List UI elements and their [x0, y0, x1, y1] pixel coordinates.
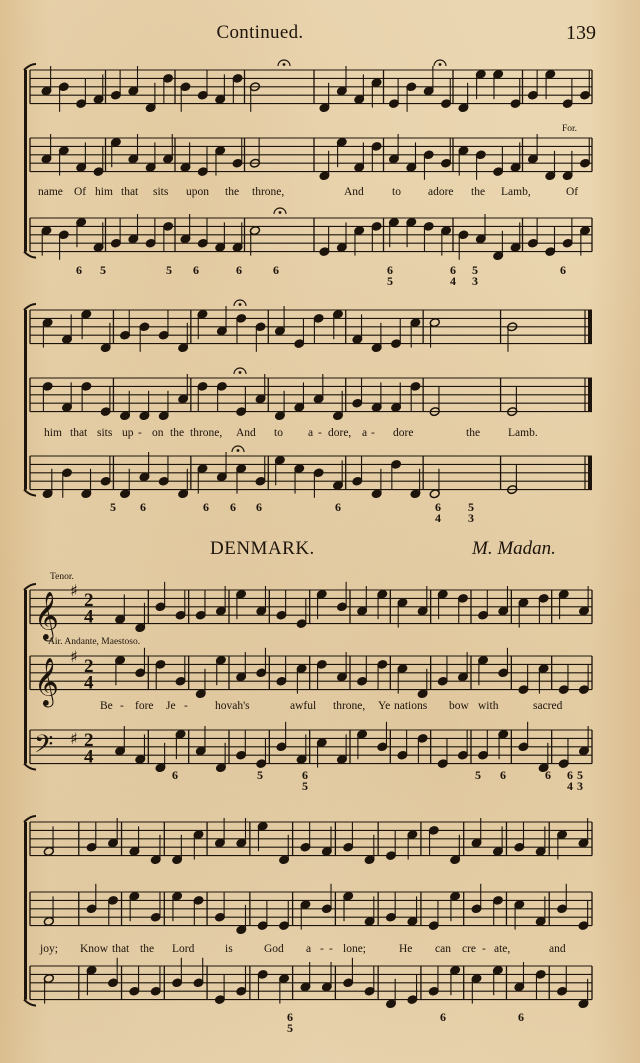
- lyric-s4-5: is: [225, 943, 233, 955]
- lyric-s2-0: him: [44, 427, 62, 439]
- bracket-hook-top: [24, 64, 36, 70]
- figure-s1-8: 6: [450, 263, 456, 277]
- lyric-s4-6: God: [264, 943, 284, 955]
- lyric-s1-5: upon: [186, 186, 209, 198]
- figure-s2-1: 6: [140, 500, 146, 514]
- lyric-s4-11: He: [399, 943, 413, 955]
- lyric-s1-9: to: [392, 186, 401, 198]
- figure-s2-9: 3: [468, 511, 474, 525]
- lyric-s3-3: Je: [166, 700, 176, 712]
- figure-s3-9: 4: [567, 779, 573, 793]
- tune-title: DENMARK.: [210, 538, 315, 559]
- treble-clef: 𝄞: [34, 590, 59, 640]
- fermata-dot: [283, 63, 286, 66]
- lyric-s3-11: with: [478, 700, 499, 712]
- lyric-s4-15: ate,: [494, 943, 511, 955]
- lyric-s1-8: And: [344, 186, 364, 198]
- lyric-s2-8: And: [236, 427, 256, 439]
- figure-s1-5: 6: [273, 263, 279, 277]
- figure-s2-5: 6: [335, 500, 341, 514]
- final-barline-thick: [588, 456, 592, 490]
- key-signature-sharp: ♯: [70, 647, 78, 666]
- time-signature-upper: 2: [84, 655, 94, 677]
- lyric-s2-5: on: [152, 427, 164, 439]
- lyric-s3-10: bow: [449, 700, 469, 712]
- figure-s1-2: 5: [166, 263, 172, 277]
- running-title: Continued.: [216, 22, 304, 43]
- lyric-s2-6: the: [170, 427, 185, 439]
- figure-s3-5: 6: [500, 768, 506, 782]
- fermata-dot: [239, 303, 242, 306]
- figure-s2-0: 5: [110, 500, 116, 514]
- figure-s3-7: 6: [567, 768, 573, 782]
- lyric-s4-12: can: [435, 943, 451, 955]
- lyric-s4-8: -: [320, 943, 324, 955]
- figure-s4-1: 5: [287, 1021, 293, 1035]
- lyric-s2-12: dore,: [328, 427, 352, 439]
- figure-s2-2: 6: [203, 500, 209, 514]
- figure-s4-3: 6: [518, 1010, 524, 1024]
- lyric-s3-6: awful: [290, 700, 317, 712]
- figure-s4-2: 6: [440, 1010, 446, 1024]
- label-for: For.: [562, 124, 578, 134]
- lyric-s2-3: up: [122, 427, 134, 439]
- lyric-s2-11: -: [318, 427, 322, 439]
- lyric-s1-0: name: [38, 186, 63, 198]
- figure-s1-6: 6: [387, 263, 393, 277]
- system-bracket: [24, 822, 27, 1000]
- lyric-s2-13: a: [362, 427, 368, 439]
- lyric-s4-3: the: [140, 943, 155, 955]
- key-signature-sharp: ♯: [70, 581, 78, 600]
- lyric-s2-9: to: [274, 427, 283, 439]
- lyric-s2-16: the: [466, 427, 481, 439]
- fermata-dot: [239, 371, 242, 374]
- lyric-s2-7: throne,: [190, 427, 223, 439]
- lyric-s1-13: Of: [566, 186, 579, 198]
- lyric-s4-13: cre: [462, 943, 477, 955]
- key-signature-sharp: ♯: [70, 729, 78, 748]
- lyric-s3-9: nations: [394, 700, 428, 712]
- lyric-s4-14: -: [482, 943, 486, 955]
- figure-s1-0: 6: [76, 263, 82, 277]
- time-signature-upper: 2: [84, 589, 94, 611]
- figure-s1-9: 4: [450, 274, 456, 288]
- bracket-hook-bottom: [24, 252, 36, 258]
- lyric-s4-2: that: [112, 943, 130, 955]
- figure-s2-8: 5: [468, 500, 474, 514]
- time-signature-lower: 4: [84, 746, 94, 768]
- treble-clef: 𝄞: [34, 656, 59, 706]
- lyric-s3-12: sacred: [533, 700, 563, 712]
- system-bracket: [24, 590, 27, 764]
- lyric-s2-14: -: [371, 427, 375, 439]
- lyric-s2-15: dore: [393, 427, 414, 439]
- figure-s1-3: 6: [193, 263, 199, 277]
- figure-s1-10: 5: [472, 263, 478, 277]
- lyric-s1-2: him: [95, 186, 113, 198]
- figure-s2-4: 6: [256, 500, 262, 514]
- lyric-s4-7: a: [306, 943, 312, 955]
- lyric-s1-3: that: [121, 186, 139, 198]
- time-signature-upper: 2: [84, 729, 94, 751]
- final-barline-thick: [588, 378, 592, 412]
- page-number: 139: [566, 22, 596, 44]
- lyric-s4-0: joy;: [40, 943, 58, 955]
- figure-s4-0: 6: [287, 1010, 293, 1024]
- final-barline-thick: [588, 310, 592, 344]
- figure-s3-1: 5: [257, 768, 263, 782]
- figure-s2-6: 6: [435, 500, 441, 514]
- lyric-s4-9: -: [329, 943, 333, 955]
- bass-clef: 𝄢: [34, 730, 54, 766]
- bracket-hook-top: [24, 584, 36, 590]
- figure-s3-8: 5: [577, 768, 583, 782]
- figure-s2-3: 6: [230, 500, 236, 514]
- figure-s2-7: 4: [435, 511, 441, 525]
- lyric-s2-1: that: [70, 427, 88, 439]
- lyric-s4-16: and: [549, 943, 566, 955]
- lyric-s1-12: Lamb,: [501, 186, 531, 198]
- lyric-s2-2: sits: [97, 427, 113, 439]
- time-signature-lower: 4: [84, 672, 94, 694]
- lyric-s1-7: throne,: [252, 186, 285, 198]
- figure-s1-12: 6: [560, 263, 566, 277]
- bracket-hook-bottom: [24, 1000, 36, 1006]
- composer: M. Madan.: [472, 538, 556, 559]
- lyric-s1-11: the: [471, 186, 486, 198]
- figure-s3-6: 6: [545, 768, 551, 782]
- lyric-s3-4: -: [184, 700, 188, 712]
- lyric-s4-4: Lord: [172, 943, 195, 955]
- fermata-dot: [279, 211, 282, 214]
- figure-s1-1: 5: [100, 263, 106, 277]
- lyric-s3-2: fore: [135, 700, 154, 712]
- system-bracket: [24, 70, 27, 252]
- lyric-s3-0: Be: [100, 700, 113, 712]
- lyric-s2-17: Lamb.: [508, 427, 538, 439]
- time-signature-lower: 4: [84, 606, 94, 628]
- figure-s3-2: 6: [302, 768, 308, 782]
- lyric-s3-1: -: [120, 700, 124, 712]
- lyric-s4-1: Know: [80, 943, 109, 955]
- bracket-hook-top: [24, 304, 36, 310]
- lyric-s1-6: the: [225, 186, 240, 198]
- label-air: Air. Andante, Maestoso.: [48, 637, 141, 647]
- figure-s1-11: 3: [472, 274, 478, 288]
- figure-s1-4: 6: [236, 263, 242, 277]
- figure-s1-7: 5: [387, 274, 393, 288]
- system-bracket: [24, 310, 27, 490]
- lyric-s1-1: Of: [74, 186, 87, 198]
- bracket-hook-bottom: [24, 490, 36, 496]
- fermata-dot: [439, 63, 442, 66]
- figure-s3-10: 3: [577, 779, 583, 793]
- bracket-hook-top: [24, 816, 36, 822]
- lyric-s1-4: sits: [153, 186, 169, 198]
- lyric-s2-10: a: [308, 427, 314, 439]
- figure-s3-3: 5: [302, 779, 308, 793]
- figure-s3-0: 6: [172, 768, 178, 782]
- lyric-s1-10: adore: [428, 186, 454, 198]
- fermata-dot: [237, 449, 240, 452]
- lyric-s2-4: -: [138, 427, 142, 439]
- figure-s3-4: 5: [475, 768, 481, 782]
- lyric-s3-8: Ye: [378, 700, 391, 712]
- label-tenor: Tenor.: [50, 572, 74, 582]
- lyric-s4-10: lone;: [343, 943, 366, 955]
- lyric-s3-7: throne,: [333, 700, 366, 712]
- lyric-s3-5: hovah's: [215, 700, 250, 712]
